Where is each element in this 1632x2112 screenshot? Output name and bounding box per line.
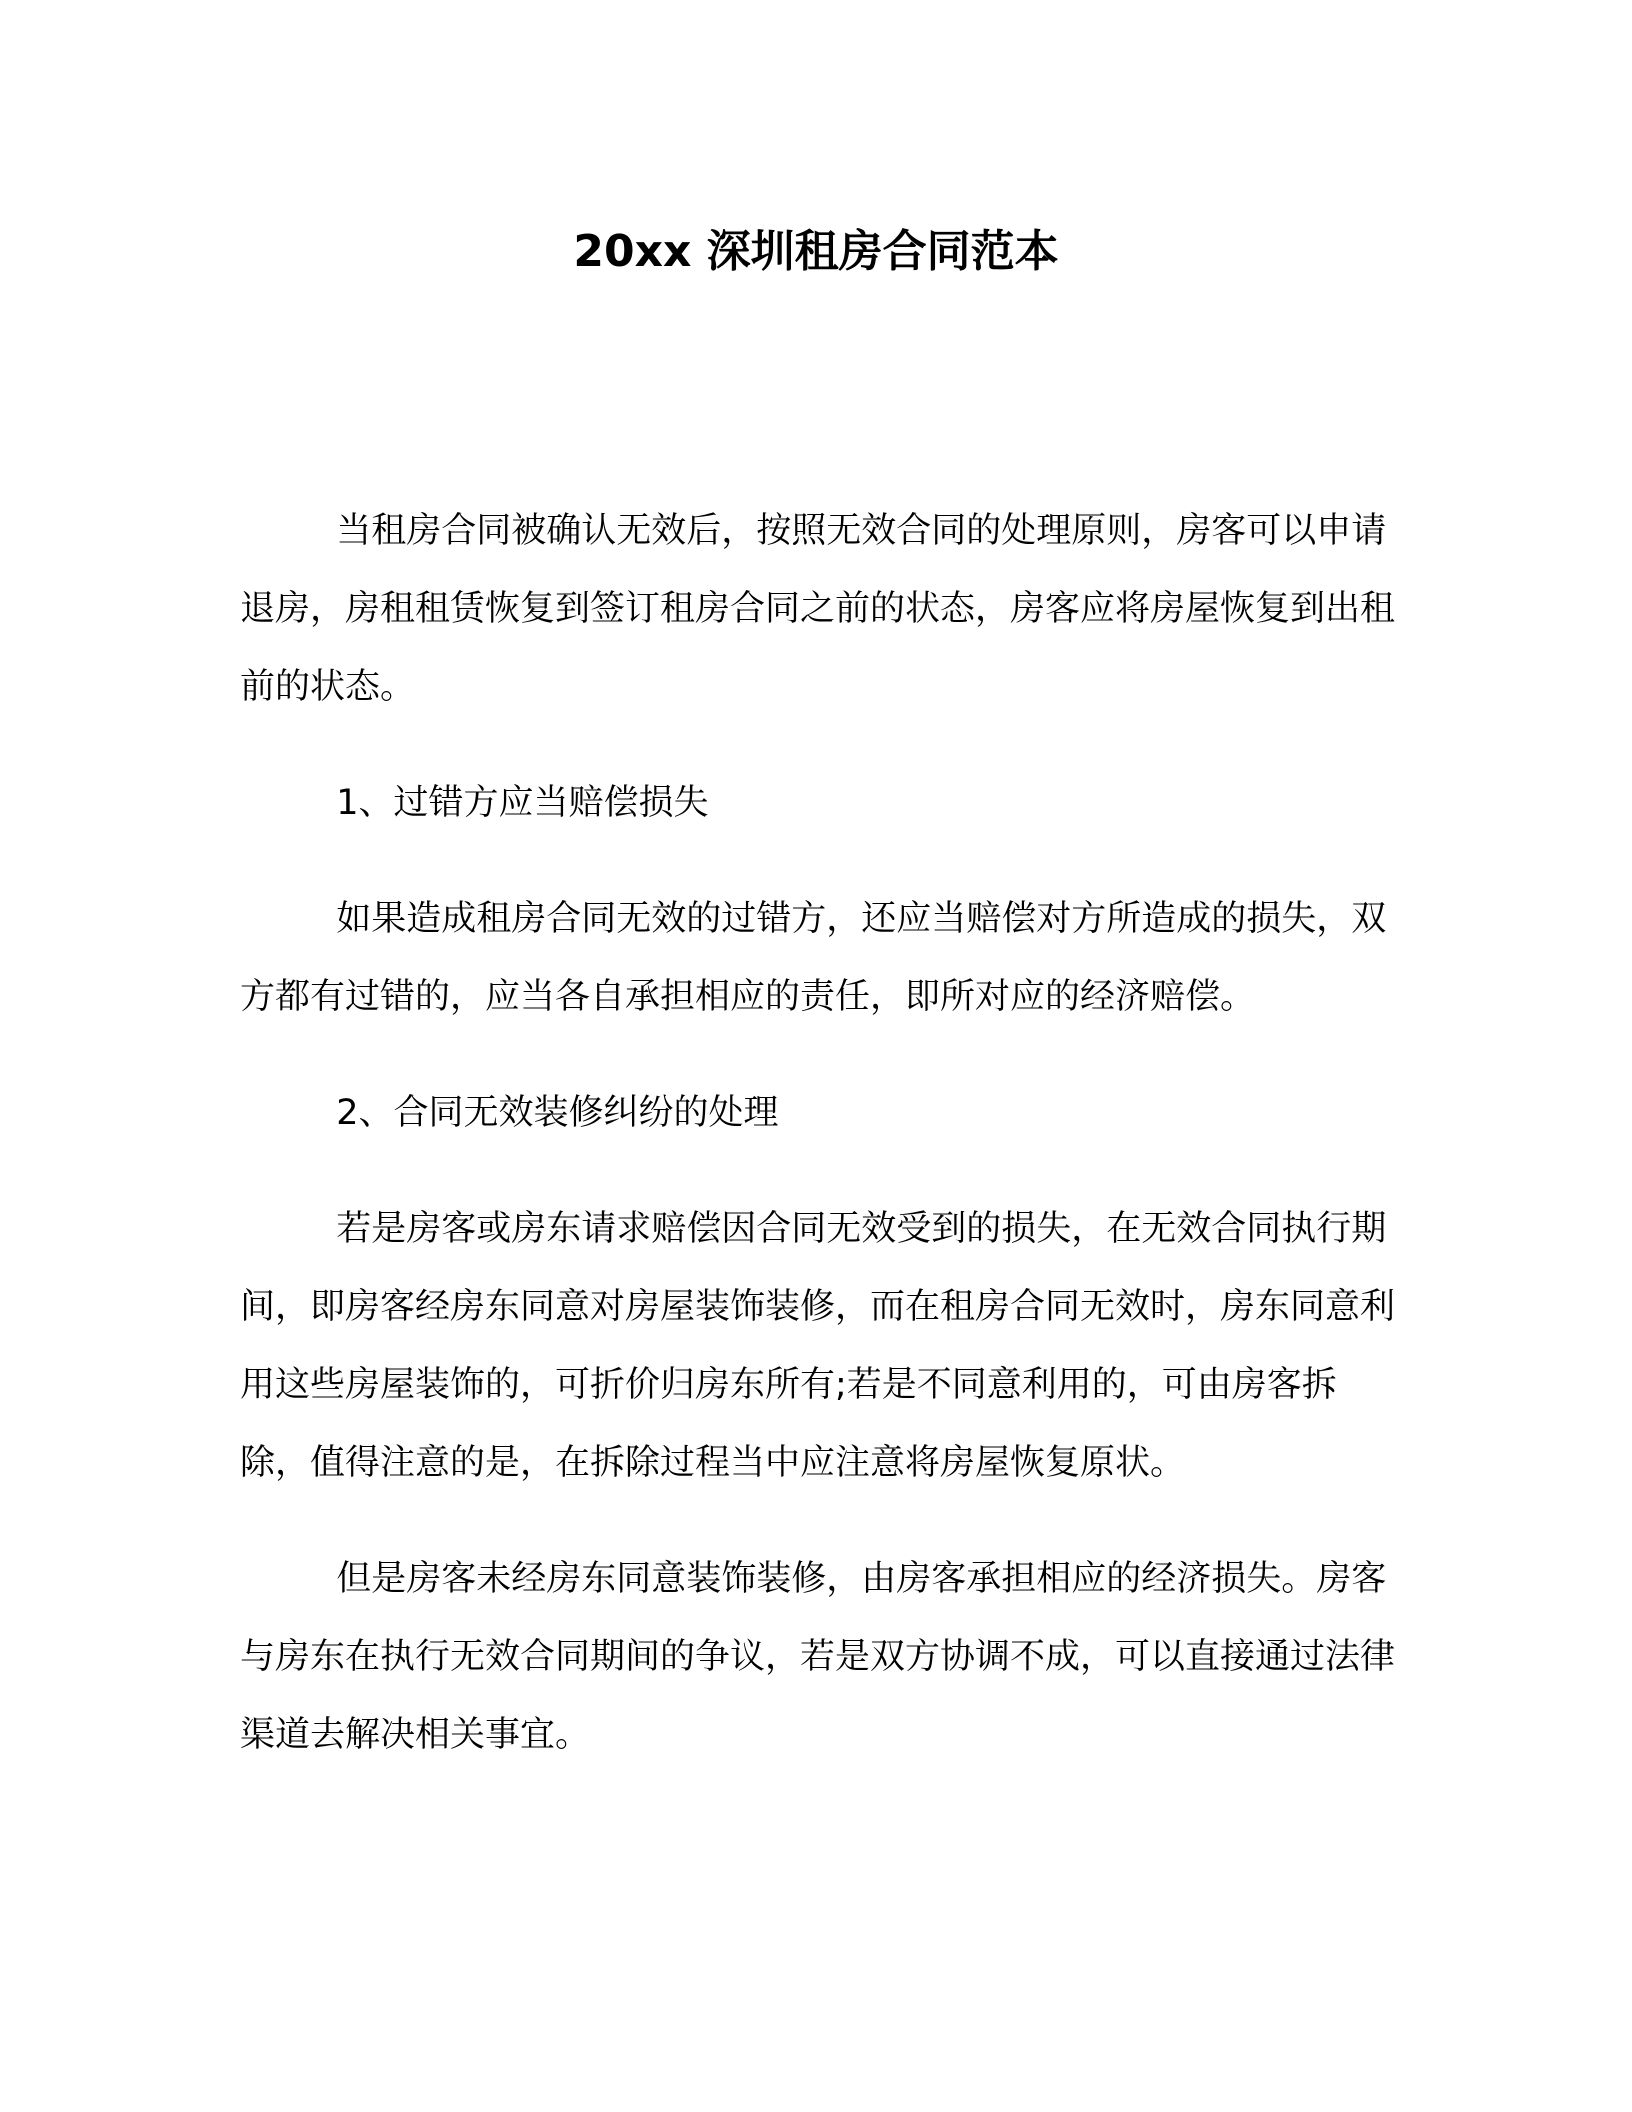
section-heading-1: 1、过错方应当赔偿损失 [336, 783, 709, 823]
document-title: 20xx 深圳租房合同范本 [573, 226, 1059, 277]
document-body [240, 492, 1400, 1812]
paragraph-intro: 当租房合同被确认无效后，按照无效合同的处理原则，房客可以申请退房，房租租赁恢复到签订租房合同之前的状态，房客应将房屋恢复到出租前的状态。 [240, 511, 1396, 707]
section-heading-2: 2、合同无效装修纠纷的处理 [336, 1093, 779, 1133]
paragraph-section-2: 若是房客或房东请求赔偿因合同无效受到的损失，在无效合同执行期间，即房客经房东同意对房屋装饰装修，而在租房合同无效时，房东同意利用这些房屋装饰的，可折价归房东所有;若是不同意利用的，可由房客拆除，值得注意的是，在拆除过程当中应注意将房屋恢复原状。 [240, 1209, 1396, 1483]
paragraph-closing: 但是房客未经房东同意装饰装修，由房客承担相应的经济损失。房客与房东在执行无效合同期间的争议，若是双方协调不成，可以直接通过法律渠道去解决相关事宜。 [240, 1559, 1396, 1755]
paragraph-section-1: 如果造成租房合同无效的过错方，还应当赔偿对方所造成的损失，双方都有过错的，应当各自承担相应的责任，即所对应的经济赔偿。 [240, 899, 1387, 1017]
